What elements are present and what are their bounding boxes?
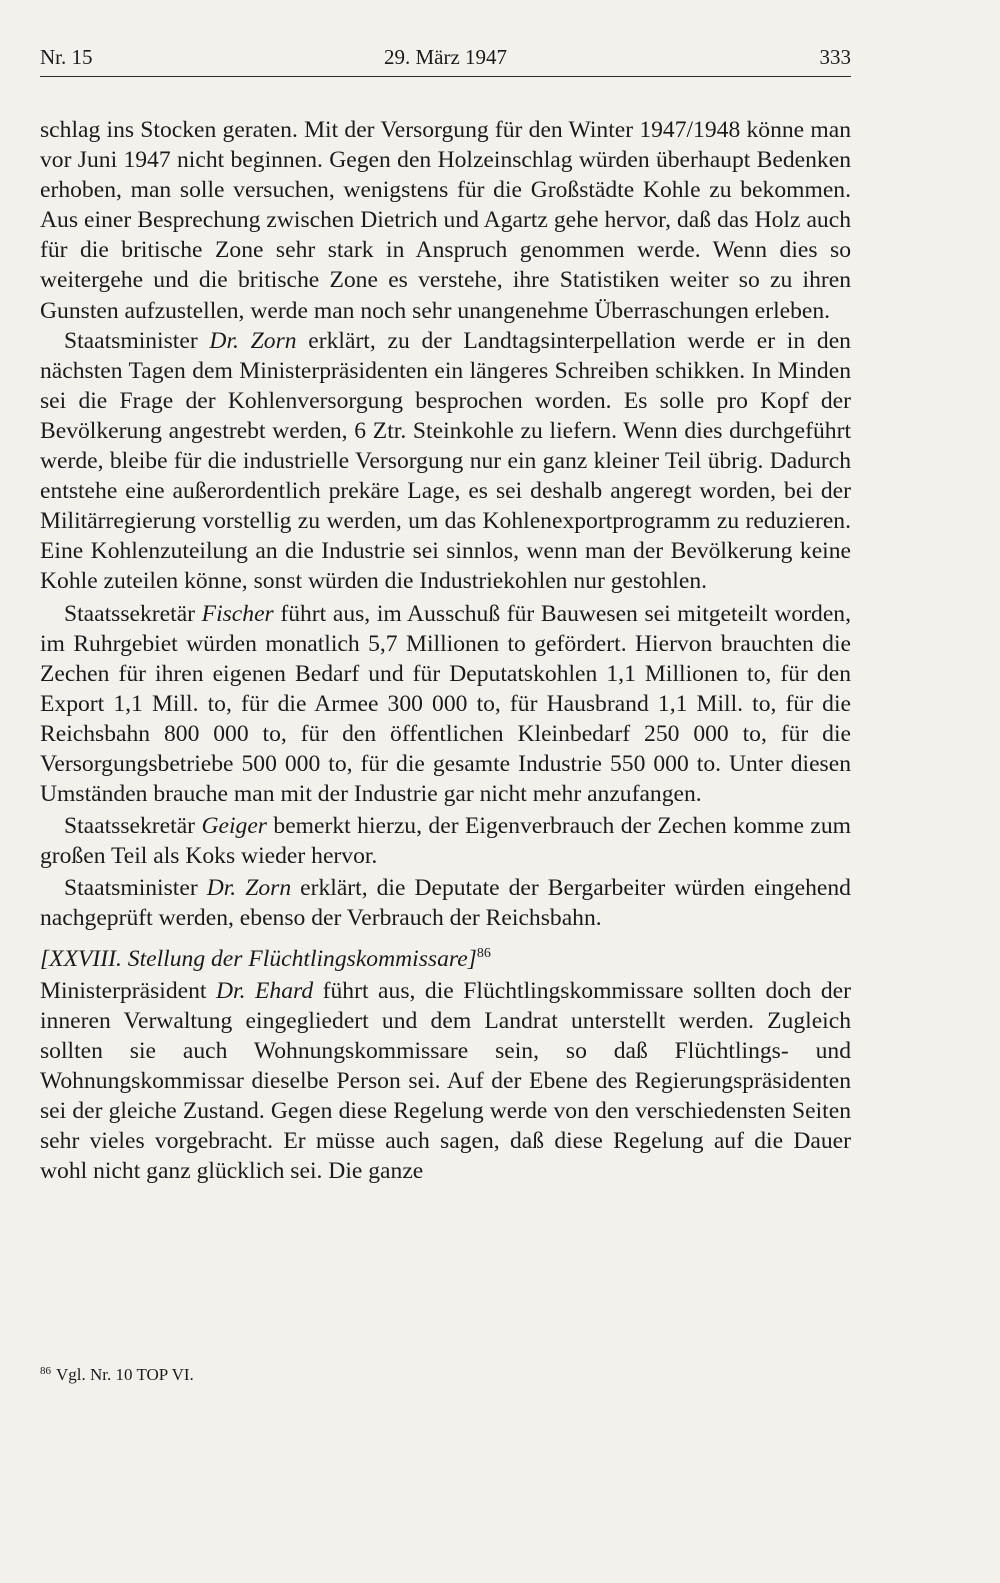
paragraph-text: erklärt, zu der Landtagsinterpellation werde er in den nächsten Tagen dem Ministerpräsidenten ein längeres Schreiben schikken. In Minden sei die Frage der Kohlenversorgung besprochen worden. Es solle pro Kopf der Bevölkerung angestrebt werden, 6 Ztr. Steinkohle zu liefern. Wenn dies durchgeführt werde, bleibe für die industrielle Versorgung nur ein ganz kleiner Teil übrig. Dadurch entstehe eine außerordentlich prekäre Lage, es sei deshalb angeregt worden, bei der Militärregierung vorstellig zu werden, um das Kohlenexportprogramm zu reduzieren. Eine Kohlenzuteilung an die Industrie sei sinnlos, wenn man der Bevölkerung keine Kohle zuteilen könne, sonst würden die Industriekohlen nur gestohlen. [40, 327, 851, 595]
paragraph-3 [40, 599, 851, 810]
speaker-title: Staatsminister [64, 327, 210, 354]
footnote-text: Vgl. Nr. 10 TOP VI. [56, 1365, 194, 1384]
paragraph-5 [40, 873, 851, 933]
document-page [40, 42, 851, 1186]
speaker-title: Staatssekretär [64, 600, 202, 627]
section-heading-text: [XXVIII. Stellung der Flüchtlingskommissare] [40, 945, 477, 972]
speaker-title: Staatsminister [64, 875, 207, 902]
paragraph-6 [40, 976, 851, 1187]
footnote-number: 86 [40, 1365, 51, 1377]
issue-number: Nr. 15 [40, 45, 93, 69]
section-heading [40, 944, 851, 974]
paragraph-text: führt aus, die Flüchtlingskommissare sollten doch der inneren Verwaltung eingegliedert und dem Landrat unterstellt werden. Zugleich sollten sie auch Wohnungskommissare sein, so daß Flüchtlings- und Wohnungskommissar dieselbe Person sei. Auf der Ebene des Regierungspräsidenten sei der gleiche Zustand. Gegen diese Regelung werde von den verschiedensten Seiten sehr vieles vorgebracht. Er müsse auch sagen, daß diese Regelung auf die Dauer wohl nicht ganz glücklich sei. Die ganze [40, 977, 851, 1185]
speaker-name: Geiger [201, 813, 267, 840]
body-text [40, 115, 851, 1186]
speaker-name: Dr. Ehard [215, 977, 314, 1004]
paragraph-4 [40, 811, 851, 871]
paragraph-text: erklärt, die Deputate der Bergarbeiter würden eingehend nachgeprüft werden, ebenso der Verbrauch der Reichsbahn. [40, 875, 851, 932]
header-date: 29. März 1947 [383, 45, 508, 69]
speaker-title: Ministerpräsident [40, 977, 216, 1004]
speaker-name: Dr. Zorn [209, 327, 297, 354]
paragraph-text: bemerkt hierzu, der Eigenverbrauch der Zechen komme zum großen Teil als Koks wieder hervor. [40, 813, 851, 870]
running-header [40, 42, 851, 77]
speaker-title: Staatssekretär [64, 813, 202, 840]
footnote-reference[interactable]: 86 [476, 945, 491, 961]
page-number: 333 [819, 45, 851, 69]
speaker-name: Dr. Zorn [206, 875, 292, 902]
paragraph-1: schlag ins Stocken geraten. Mit der Versorgung für den Winter 1947/1948 könne man vor Juni 1947 nicht beginnen. Gegen den Holzeinschlag würden überhaupt Bedenken erhoben, man solle versuchen, wenigstens für die Großstädte Kohle zu bekommen. Aus einer Besprechung zwischen Dietrich und Agartz gehe hervor, daß das Holz auch für die britische Zone sehr stark in Anspruch genommen werde. Wenn dies so weitergehe und die britische Zone es verstehe, ihre Statistiken weiter so zu ihren Gunsten aufzustellen, werde man noch sehr unangenehme Überraschungen erleben. [40, 117, 851, 324]
paragraph-2 [40, 326, 851, 597]
footnote [40, 1363, 194, 1387]
speaker-name: Fischer [201, 600, 274, 627]
paragraph-text: führt aus, im Ausschuß für Bauwesen sei mitgeteilt worden, im Ruhrgebiet würden monatlich 5,7 Millionen to gefördert. Hiervon brauchten die Zechen für ihren eigenen Bedarf und für Deputatskohlen 1,1 Millionen to, für den Export 1,1 Mill. to, für die Armee 300 000 to, für Hausbrand 1,1 Mill. to, für die Reichsbahn 800 000 to, für den öffentlichen Kleinbedarf 250 000 to, für die Versorgungsbetriebe 500 000 to, für die gesamte Industrie 550 000 to. Unter diesen Umständen brauche man mit der Industrie gar nicht mehr anzufangen. [40, 600, 852, 808]
